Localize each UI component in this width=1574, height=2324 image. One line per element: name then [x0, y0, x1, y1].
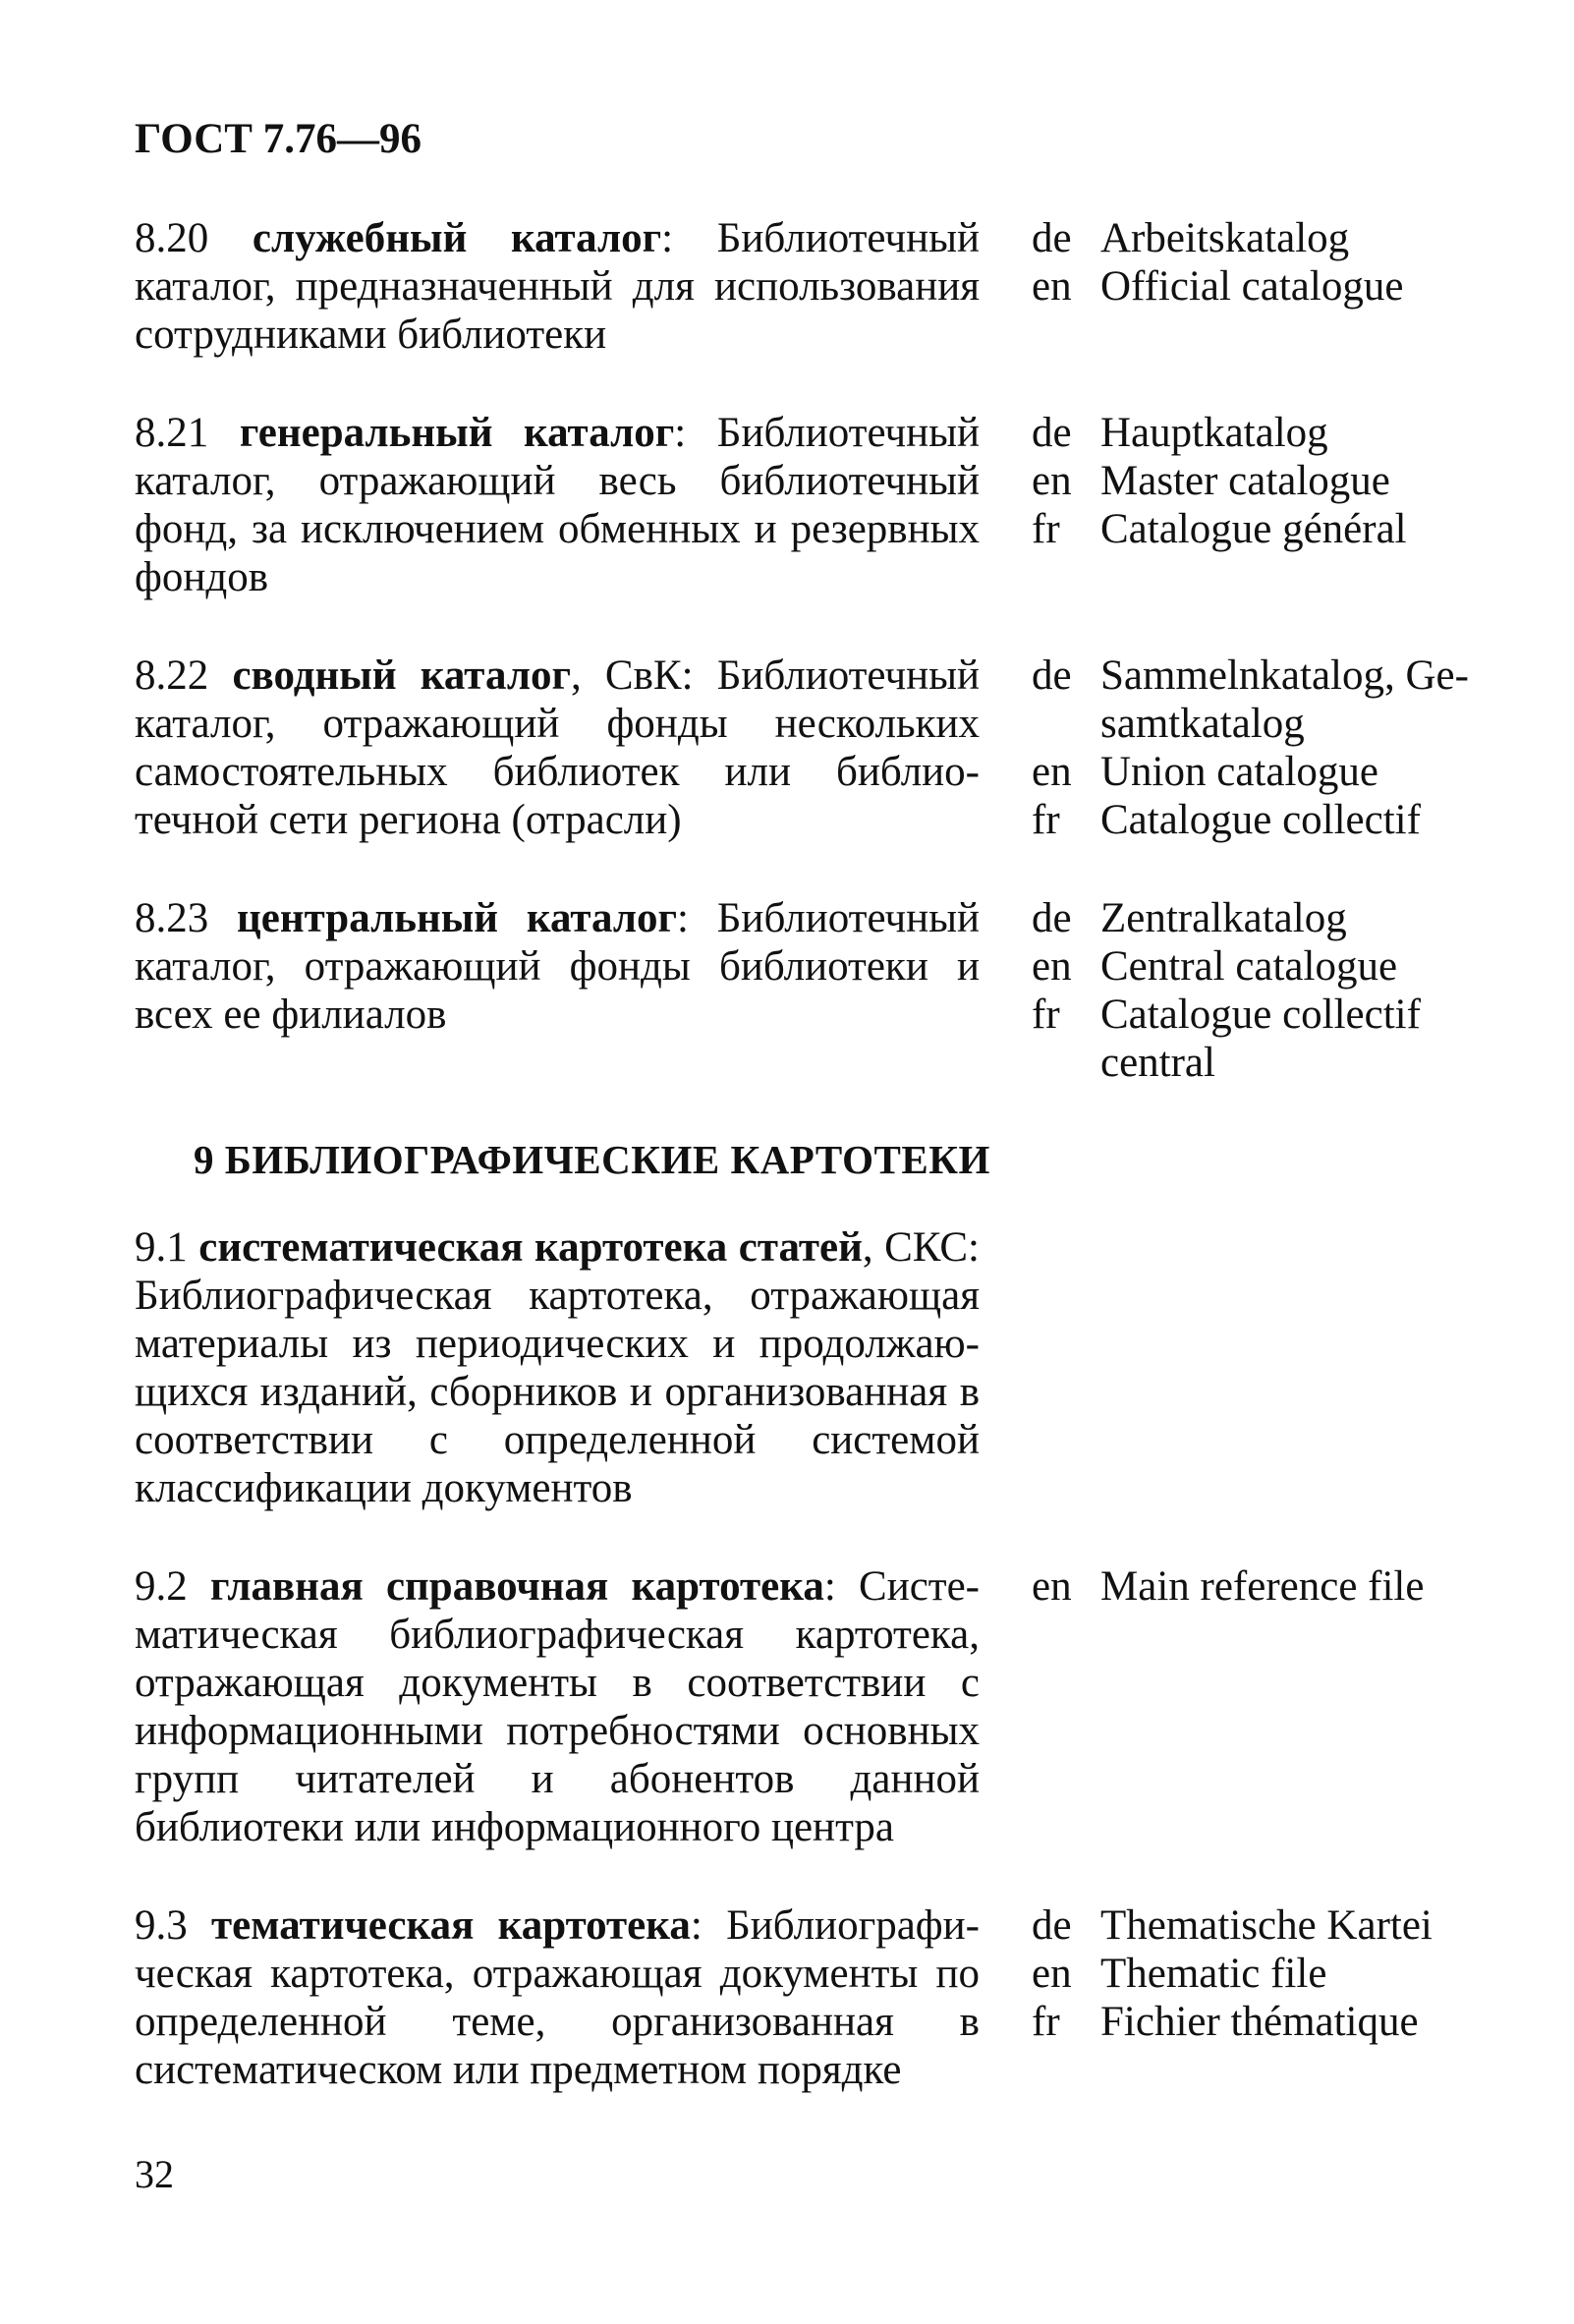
- entry-text: [135, 409, 980, 601]
- equivalent-term: Zentralkatalog: [1100, 895, 1347, 941]
- equivalent-term: Union catalogue: [1100, 749, 1378, 795]
- equivalent-term: Official catalogue: [1100, 263, 1404, 310]
- spacer: [135, 844, 1510, 894]
- equivalent-row: [1032, 796, 1503, 844]
- entry-definition: : Библиографическая картотека, отражающая материалы из периодических и продолжающихся изданий, сборников и организованная в соответствии с определенной системой классификации документов: [135, 1224, 980, 1511]
- foreign-equivalents: [1032, 652, 1503, 844]
- equivalent-term: Hauptkatalog: [1100, 410, 1328, 456]
- section-heading: 9 БИБЛИОГРАФИЧЕСКИЕ КАРТОТЕКИ: [194, 1137, 990, 1182]
- entry-term: служебный каталог: [252, 215, 662, 261]
- entry-definition: : Библиотечный каталог, предназначенный для использования сотрудниками библиотеки: [135, 215, 980, 358]
- language-code: fr: [1032, 797, 1060, 843]
- equivalent-row: [1032, 262, 1503, 311]
- equivalent-term: Catalogue collectif central: [1100, 992, 1421, 1086]
- glossary-entry: [135, 894, 1510, 1087]
- language-code: de: [1032, 1902, 1072, 1949]
- entry-definition: : Библиографическая картотека, отражающая документы по определенной теме, организованная в систематическом или предметном порядке: [135, 1902, 980, 2093]
- document-code: ГОСТ 7.76—96: [135, 116, 422, 162]
- equivalent-row: [1032, 652, 1503, 748]
- foreign-equivalents: [1032, 1901, 1503, 2046]
- equivalent-term: Central catalogue: [1100, 943, 1398, 990]
- foreign-equivalents: [1032, 894, 1503, 1087]
- entry-number: 8.21: [135, 410, 209, 456]
- entry-number: 9.2: [135, 1563, 188, 1610]
- spacer: [135, 359, 1510, 409]
- equivalent-term: Arbeitskatalog: [1100, 215, 1350, 261]
- entry-number: 8.23: [135, 895, 209, 941]
- equivalent-row: [1032, 1950, 1503, 1998]
- language-code: en: [1032, 1563, 1072, 1610]
- entry-term: центральный каталог: [237, 895, 678, 941]
- equivalent-row: [1032, 894, 1503, 942]
- equivalent-term: Fichier thématique: [1100, 1999, 1419, 2045]
- equivalent-term: Thematic file: [1100, 1951, 1327, 1997]
- spacer: [135, 1512, 1510, 1562]
- language-code: de: [1032, 410, 1072, 456]
- equivalent-row: [1032, 1901, 1503, 1950]
- entry-number: 8.20: [135, 215, 209, 261]
- entry-number: 8.22: [135, 652, 209, 699]
- equivalent-term: Catalogue général: [1100, 506, 1407, 552]
- equivalent-row: [1032, 748, 1503, 796]
- language-code: en: [1032, 263, 1072, 310]
- entry-abbreviation: , СКС: [862, 1224, 969, 1271]
- foreign-equivalents: [1032, 214, 1503, 311]
- glossary-entry: [135, 652, 1510, 844]
- language-code: fr: [1032, 1999, 1060, 2045]
- entry-number: 9.3: [135, 1902, 188, 1949]
- entry-number: 9.1: [135, 1224, 188, 1271]
- equivalent-row: [1032, 457, 1503, 505]
- language-code: de: [1032, 895, 1072, 941]
- equivalent-term: Thematische Kartei: [1100, 1902, 1433, 1949]
- entry-text: [135, 652, 980, 844]
- entry-definition: : Библиотечный каталог, отражающий фонды нескольких самостоятельных библиотек или библиотечной сети региона (отрасли): [135, 652, 980, 843]
- entry-text: [135, 1223, 980, 1512]
- glossary-entry: [135, 1901, 1510, 2094]
- glossary-entry: [135, 1562, 1510, 1851]
- entry-definition: : Библиотечный каталог, отражающий фонды библиотеки и всех ее филиалов: [135, 895, 980, 1038]
- equivalent-term: Sammelnkatalog, Gesamtkatalog: [1100, 652, 1469, 747]
- equivalent-row: [1032, 214, 1503, 262]
- equivalent-row: [1032, 991, 1503, 1087]
- equivalent-row: [1032, 505, 1503, 553]
- entry-term: сводный каталог: [232, 652, 571, 699]
- foreign-equivalents: [1032, 1562, 1503, 1611]
- spacer: [135, 1851, 1510, 1901]
- foreign-equivalents: [1032, 409, 1503, 553]
- entry-text: [135, 894, 980, 1039]
- equivalent-row: [1032, 942, 1503, 991]
- entry-term: систематическая картотека статей: [198, 1224, 863, 1271]
- equivalent-row: [1032, 1562, 1503, 1611]
- equivalent-row: [1032, 1998, 1503, 2046]
- entry-term: генеральный каталог: [239, 410, 675, 456]
- language-code: en: [1032, 458, 1072, 504]
- spacer: [135, 601, 1510, 652]
- glossary-entry: [135, 214, 1510, 359]
- language-code: de: [1032, 652, 1072, 699]
- entry-abbreviation: , СвК: [570, 652, 682, 699]
- entry-text: [135, 214, 980, 359]
- language-code: en: [1032, 749, 1072, 795]
- entry-term: главная справочная картотека: [209, 1563, 824, 1610]
- entry-definition: : Библиотечный каталог, отражающий весь библиотечный фонд, за исключением обменных и резервных фондов: [135, 410, 981, 600]
- language-code: en: [1032, 943, 1072, 990]
- language-code: en: [1032, 1951, 1072, 1997]
- glossary-entries: [135, 214, 1510, 2094]
- entry-text: [135, 1901, 980, 2094]
- entry-text: [135, 1562, 980, 1851]
- equivalent-row: [1032, 409, 1503, 457]
- glossary-entry: [135, 1223, 1510, 1512]
- equivalent-term: Master catalogue: [1100, 458, 1390, 504]
- entry-definition: : Систематическая библиографическая картотека, отражающая документы в соответствии с информационными потребностями основных групп читателей и абонентов данной библиотеки или информационного центра: [135, 1563, 980, 1850]
- equivalent-term: Main reference file: [1100, 1563, 1425, 1610]
- language-code: fr: [1032, 992, 1060, 1038]
- entry-term: тематическая картотека: [211, 1902, 691, 1949]
- glossary-entry: [135, 409, 1510, 601]
- language-code: de: [1032, 215, 1072, 261]
- language-code: fr: [1032, 506, 1060, 552]
- page-number: 32: [135, 2152, 174, 2196]
- equivalent-term: Catalogue collectif: [1100, 797, 1421, 843]
